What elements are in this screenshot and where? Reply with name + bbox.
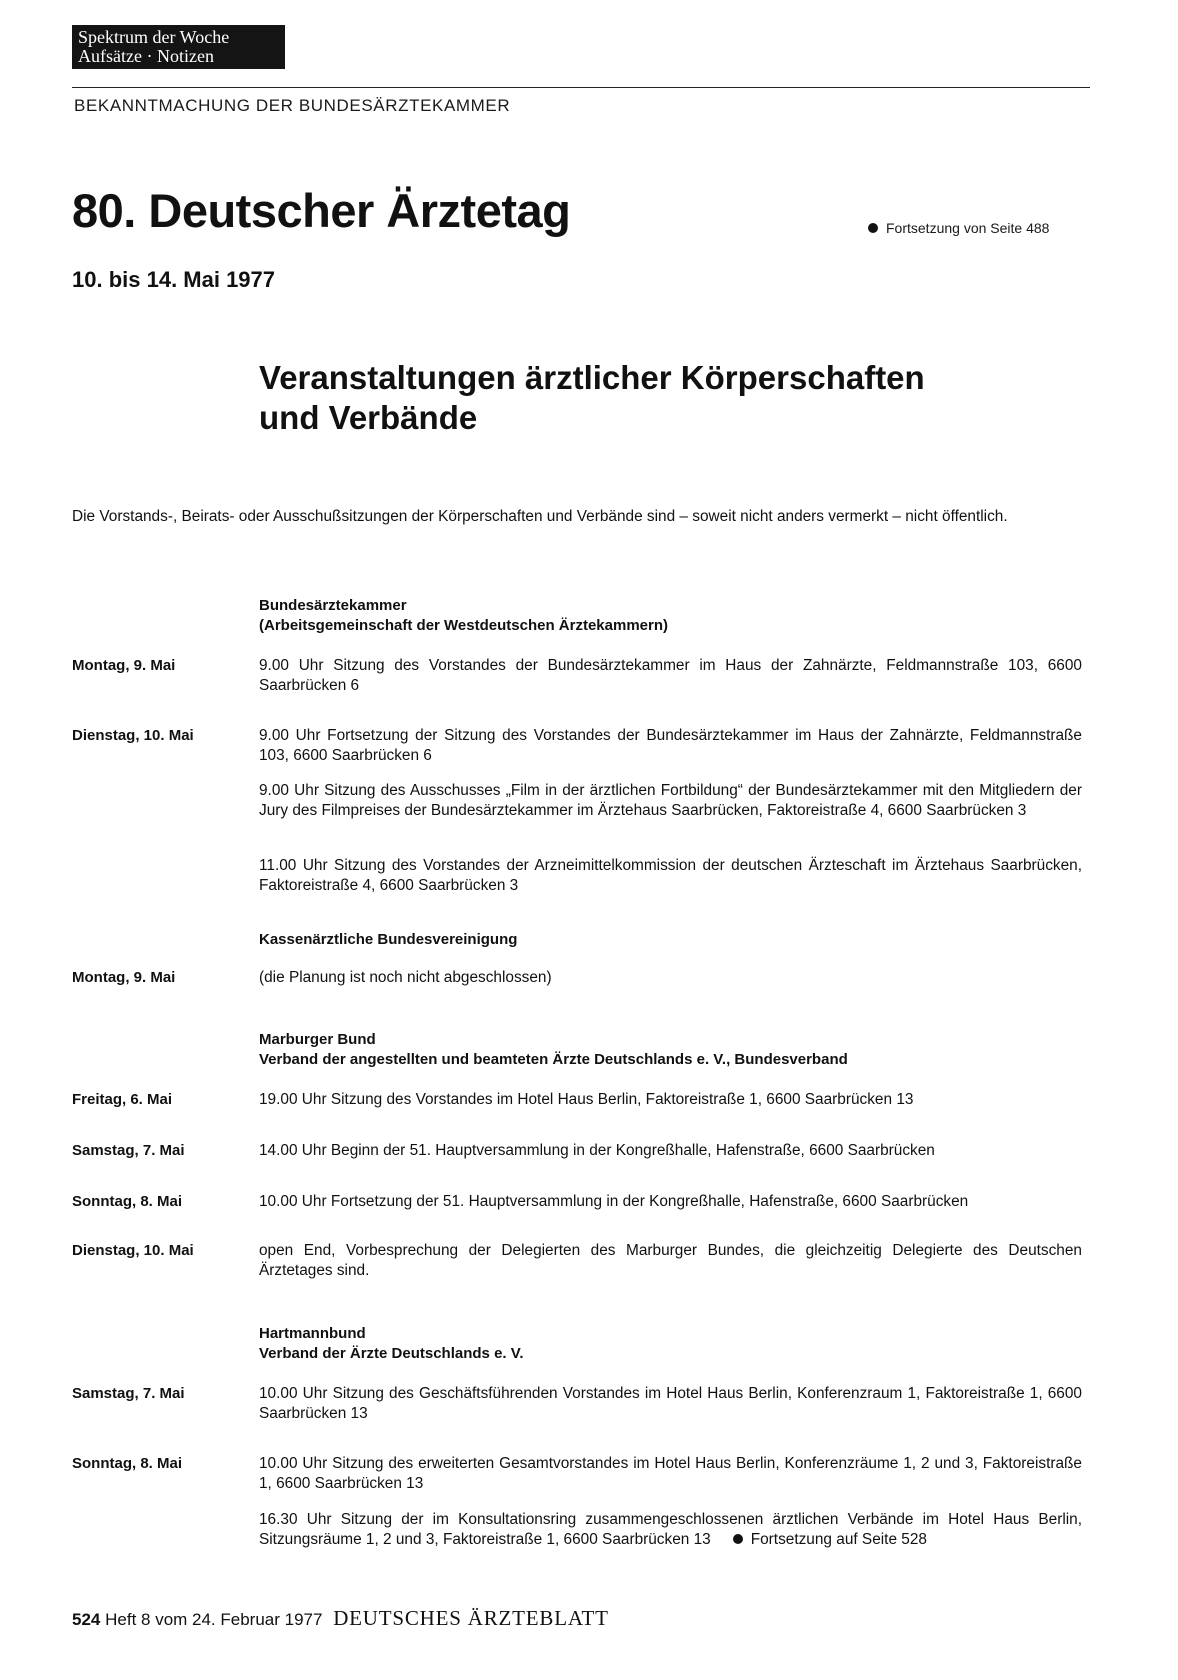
schedule-entry: 10.00 Uhr Sitzung des erweiterten Gesamtvorstandes im Hotel Haus Berlin, Konferenzräume 1, 2 und 3, Faktoreistraße 1, 6600 Saarbrücken 13: [259, 1455, 1082, 1492]
schedule-entry: 9.00 Uhr Sitzung des Vorstandes der Bundesärztekammer im Haus der Zahnärzte, Feldmannstraße 103, 6600 Saarbrücken 6: [259, 657, 1082, 694]
page-number: 524: [72, 1610, 101, 1629]
schedule-entry: 14.00 Uhr Beginn der 51. Hauptversammlung in der Kongreßhalle, Hafenstraße, 6600 Saarbrücken: [259, 1142, 935, 1159]
org-subtitle: Verband der Ärzte Deutschlands e. V.: [259, 1344, 524, 1362]
schedule-entry: 9.00 Uhr Sitzung des Ausschusses „Film in der ärztlichen Fortbildung“ der Bundesärztekammer mit den Mitgliedern der Jury des Filmpreises der Bundesärztekammer im Ärztehaus Saarbrücken, Faktoreistraße 4, 6600 Saarbrücken 3: [259, 782, 1082, 819]
org-heading: [259, 596, 668, 635]
schedule-entry: (die Planung ist noch nicht abgeschlossen): [259, 969, 552, 986]
continued-from-text: Fortsetzung von Seite 488: [886, 220, 1050, 236]
schedule-day: Montag, 9. Mai: [72, 657, 176, 674]
page-footer: [72, 1606, 609, 1631]
schedule-entry: open End, Vorbesprechung der Delegierten des Marburger Bundes, die gleichzeitig Delegierte des Deutschen Ärztetages sind.: [259, 1242, 1082, 1279]
badge-line-1: Spektrum der Woche: [78, 27, 230, 47]
header-rule: [72, 87, 1090, 88]
section-title-line-1: Veranstaltungen ärztlicher Körperschaften: [259, 359, 925, 396]
section-title-line-2: und Verbände: [259, 399, 478, 436]
event-dates: 10. bis 14. Mai 1977: [72, 267, 276, 292]
journal-name: DEUTSCHES ÄRZTEBLATT: [333, 1606, 609, 1630]
org-name: Kassenärztliche Bundesvereinigung: [259, 931, 518, 948]
section-badge: [72, 25, 285, 69]
schedule-entry: [259, 1510, 1082, 1549]
org-name: Hartmannbund: [259, 1325, 366, 1342]
intro-paragraph: Die Vorstands-, Beirats- oder Ausschußsitzungen der Körperschaften und Verbände sind – soweit nicht anders vermerkt – nicht öffentlich.: [72, 508, 1008, 525]
continued-from-note: [868, 220, 1049, 236]
org-name: Bundesärztekammer: [259, 597, 407, 614]
org-subtitle: (Arbeitsgemeinschaft der Westdeutschen Ärztekammern): [259, 616, 668, 634]
schedule-entry: 9.00 Uhr Fortsetzung der Sitzung des Vorstandes der Bundesärztekammer im Haus der Zahnärzte, Feldmannstraße 103, 6600 Saarbrücken 6: [259, 727, 1082, 764]
schedule-entry: 19.00 Uhr Sitzung des Vorstandes im Hotel Haus Berlin, Faktoreistraße 1, 6600 Saarbrücken 13: [259, 1091, 914, 1108]
bullet-icon: [868, 223, 878, 233]
schedule-day: Freitag, 6. Mai: [72, 1091, 173, 1108]
schedule-day: Samstag, 7. Mai: [72, 1385, 185, 1402]
schedule-day: Montag, 9. Mai: [72, 969, 176, 986]
org-subtitle: Verband der angestellten und beamteten Ärzte Deutschlands e. V., Bundesverband: [259, 1050, 848, 1068]
org-heading: [259, 1030, 848, 1069]
schedule-day: Sonntag, 8. Mai: [72, 1455, 183, 1472]
section-title: [259, 358, 925, 438]
bullet-icon: [733, 1534, 743, 1544]
schedule-day: Samstag, 7. Mai: [72, 1142, 185, 1159]
continued-to-text: Fortsetzung auf Seite 528: [750, 1530, 927, 1548]
schedule-entry: 10.00 Uhr Fortsetzung der 51. Hauptversammlung in der Kongreßhalle, Hafenstraße, 6600 Saarbrücken: [259, 1193, 969, 1210]
schedule-entry: 11.00 Uhr Sitzung des Vorstandes der Arzneimittelkommission der deutschen Ärzteschaft im Ärztehaus Saarbrücken, Faktoreistraße 4, 6600 Saarbrücken 3: [259, 857, 1082, 894]
schedule-day: Dienstag, 10. Mai: [72, 1242, 194, 1259]
org-heading: [259, 930, 517, 950]
schedule-day: Sonntag, 8. Mai: [72, 1193, 183, 1210]
org-name: Marburger Bund: [259, 1031, 376, 1048]
badge-line-2: Aufsätze · Notizen: [78, 46, 214, 66]
headline: 80. Deutscher Ärztetag: [72, 184, 571, 237]
org-heading: [259, 1324, 524, 1363]
kicker: BEKANNTMACHUNG DER BUNDESÄRZTEKAMMER: [74, 96, 511, 115]
schedule-entry: 10.00 Uhr Sitzung des Geschäftsführenden Vorstandes im Hotel Haus Berlin, Konferenzraum 1, Faktoreistraße 1, 6600 Saarbrücken 13: [259, 1385, 1082, 1422]
schedule-entry-text: 16.30 Uhr Sitzung der im Konsultationsring zusammengeschlossenen ärztlichen Verbände im Hotel Haus Berlin, Sitzungsräume 1, 2 und 3, Faktoreistraße 1, 6600 Saarbrücken 13: [259, 1511, 1082, 1548]
issue-info: Heft 8 vom 24. Februar 1977: [105, 1610, 323, 1629]
schedule-day: Dienstag, 10. Mai: [72, 727, 194, 744]
